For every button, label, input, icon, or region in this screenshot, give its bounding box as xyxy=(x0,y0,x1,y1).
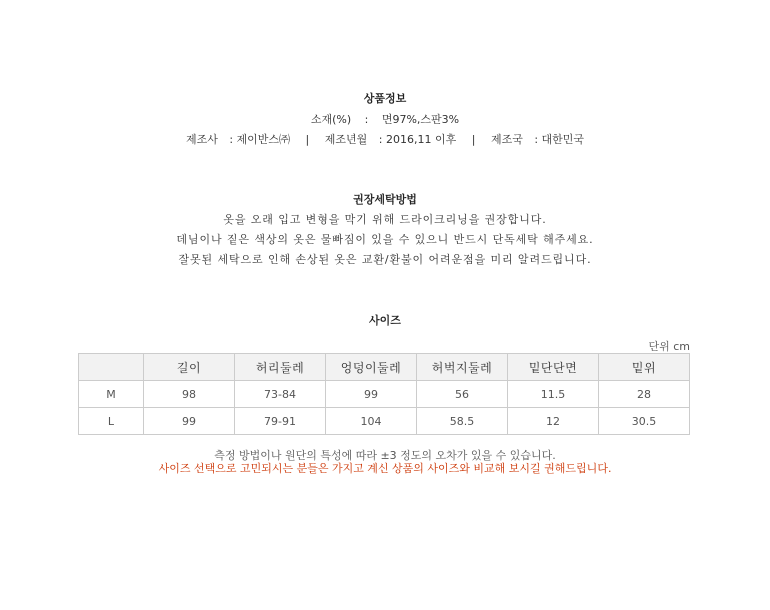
header-cell-blank xyxy=(79,354,144,381)
size-cell: 28 xyxy=(599,381,690,408)
size-cell: 56 xyxy=(417,381,508,408)
size-cell: 58.5 xyxy=(417,408,508,435)
measure-note: 측정 방법이나 원단의 특성에 따라 ±3 정도의 오차가 있을 수 있습니다. xyxy=(214,449,556,462)
header-cell-thigh: 허벅지둘레 xyxy=(417,354,508,381)
header-cell-hip: 엉덩이둘레 xyxy=(326,354,417,381)
size-cell: 104 xyxy=(326,408,417,435)
size-cell: 30.5 xyxy=(599,408,690,435)
header-cell-waist: 허리둘레 xyxy=(235,354,326,381)
header-cell-length: 길이 xyxy=(144,354,235,381)
size-cell: L xyxy=(79,408,144,435)
header-cell-hem: 밑단단면 xyxy=(508,354,599,381)
size-cell: 98 xyxy=(144,381,235,408)
size-cell: 79-91 xyxy=(235,408,326,435)
date-value: : 2016,11 이후 xyxy=(378,133,457,146)
maker-line xyxy=(0,131,770,147)
size-title: 사이즈 xyxy=(369,314,401,327)
product-info-title: 상품정보 xyxy=(363,92,407,105)
size-cell: 99 xyxy=(326,381,417,408)
care-line-1: 옷을 오래 입고 변형을 막기 위해 드라이크리닝을 권장합니다. xyxy=(223,213,547,226)
table-row xyxy=(79,408,690,435)
table-row xyxy=(79,381,690,408)
country-value: : 대한민국 xyxy=(534,133,585,146)
compare-notice: 사이즈 선택으로 고민되시는 분들은 가지고 계신 상품의 사이즈와 비교해 보시길 권해드립니다. xyxy=(158,462,612,475)
material-line xyxy=(0,111,770,127)
size-cell: 11.5 xyxy=(508,381,599,408)
size-table-header-row xyxy=(79,354,690,381)
divider: | xyxy=(305,133,310,146)
material-value: 면97%,스판3% xyxy=(381,113,460,126)
maker-value: : 제이반스㈜ xyxy=(229,133,291,146)
date-label: 제조년월 xyxy=(324,133,368,146)
care-line-3: 잘못된 세탁으로 인해 손상된 옷은 교환/환불이 어려운점을 미리 알려드립니다. xyxy=(178,253,592,266)
size-unit: 단위 cm xyxy=(648,340,690,353)
care-title: 권장세탁방법 xyxy=(353,193,417,206)
size-cell: 73-84 xyxy=(235,381,326,408)
material-separator: : xyxy=(364,113,369,126)
maker-label: 제조사 xyxy=(185,133,218,146)
divider: | xyxy=(471,133,476,146)
material-label: 소재(%) xyxy=(310,113,352,126)
country-label: 제조국 xyxy=(490,133,523,146)
size-cell: 12 xyxy=(508,408,599,435)
size-cell: M xyxy=(79,381,144,408)
care-line-2: 데님이나 짙은 색상의 옷은 물빠짐이 있을 수 있으니 반드시 단독세탁 해주세요. xyxy=(176,233,594,246)
header-cell-rise: 밑위 xyxy=(599,354,690,381)
size-table xyxy=(78,353,690,435)
size-cell: 99 xyxy=(144,408,235,435)
